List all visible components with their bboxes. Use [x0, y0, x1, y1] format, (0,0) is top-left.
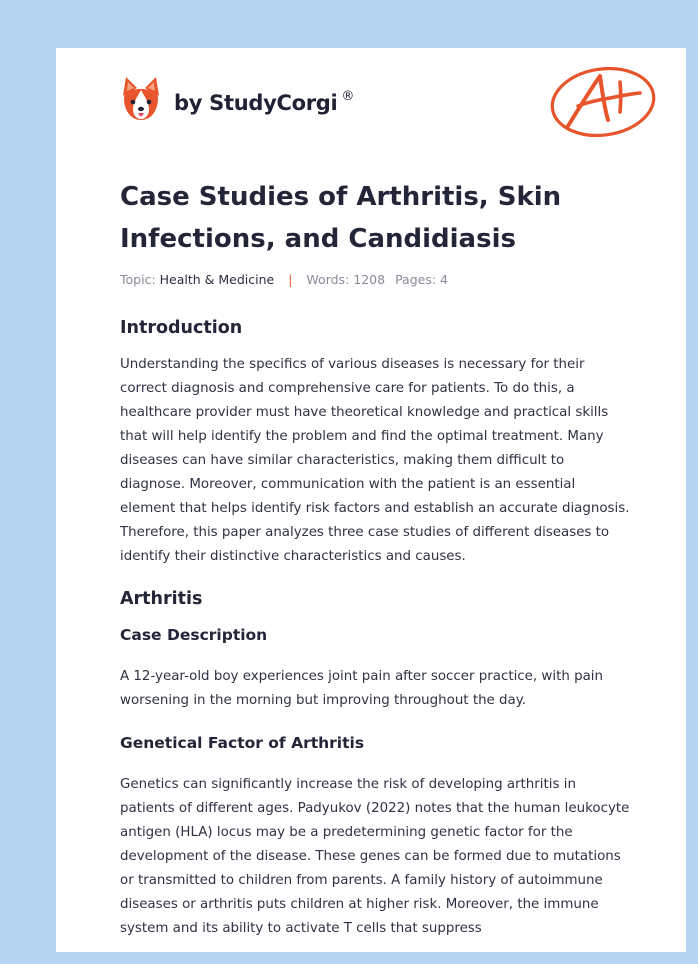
article-title: Case Studies of Arthritis, Skin Infections, and Candidiasis	[120, 182, 562, 254]
topic-label: Topic:	[120, 272, 156, 287]
trademark-symbol: ®	[341, 89, 355, 104]
topic-link[interactable]: Health & Medicine	[159, 272, 275, 287]
article-meta	[120, 272, 632, 290]
section-heading-introduction: Introduction	[120, 318, 243, 338]
subheading-genetical-factor: Genetical Factor of Arthritis	[120, 734, 365, 752]
meta-separator: |	[288, 272, 293, 287]
brand-text: by StudyCorgi	[174, 91, 338, 115]
words-count: 1208	[353, 272, 386, 287]
genetical-factor-paragraph: Genetics can significantly increase the risk of developing arthritis in patients of different ages. Padyukov (2022) notes that the human leukocyte antigen (HLA) locus may be a predetermining genetic factor for the development of the disease. These genes can be formed due to mutations or transmitted to children from parents. A family history of autoimmune diseases or arthritis puts children at higher risk. Moreover, the immune system and its ability to activate T cells that suppress	[120, 777, 630, 936]
words-label: Words:	[306, 272, 350, 287]
pages-count: 4	[440, 272, 448, 287]
studycorgi-logo[interactable]	[120, 76, 354, 122]
case-description-paragraph: A 12-year-old boy experiences joint pain after soccer practice, with pain worsening in the morning but improving throughout the day.	[120, 669, 604, 708]
introduction-paragraph: Understanding the specifics of various diseases is necessary for their correct diagnosis and comprehensive care for patients. To do this, a healthcare provider must have theoretical knowledge and practical skills that will help identify the problem and find the optimal treatment. Many diseases can have similar characteristics, making them difficult to diagnose. Moreover, communication with the patient is an essential element that helps identify risk factors and establish an accurate diagnosis. Therefore, this paper analyzes three case studies of different diseases to identify their distinctive characteristics and causes.	[120, 357, 630, 564]
a-plus-grade-icon	[548, 60, 660, 140]
brand-name	[174, 89, 354, 115]
article	[120, 176, 632, 941]
subheading-case-description: Case Description	[120, 626, 268, 644]
corgi-icon	[120, 76, 162, 122]
pages-label: Pages:	[395, 272, 437, 287]
header	[120, 76, 660, 146]
document-page	[56, 48, 686, 952]
section-heading-arthritis: Arthritis	[120, 589, 203, 609]
